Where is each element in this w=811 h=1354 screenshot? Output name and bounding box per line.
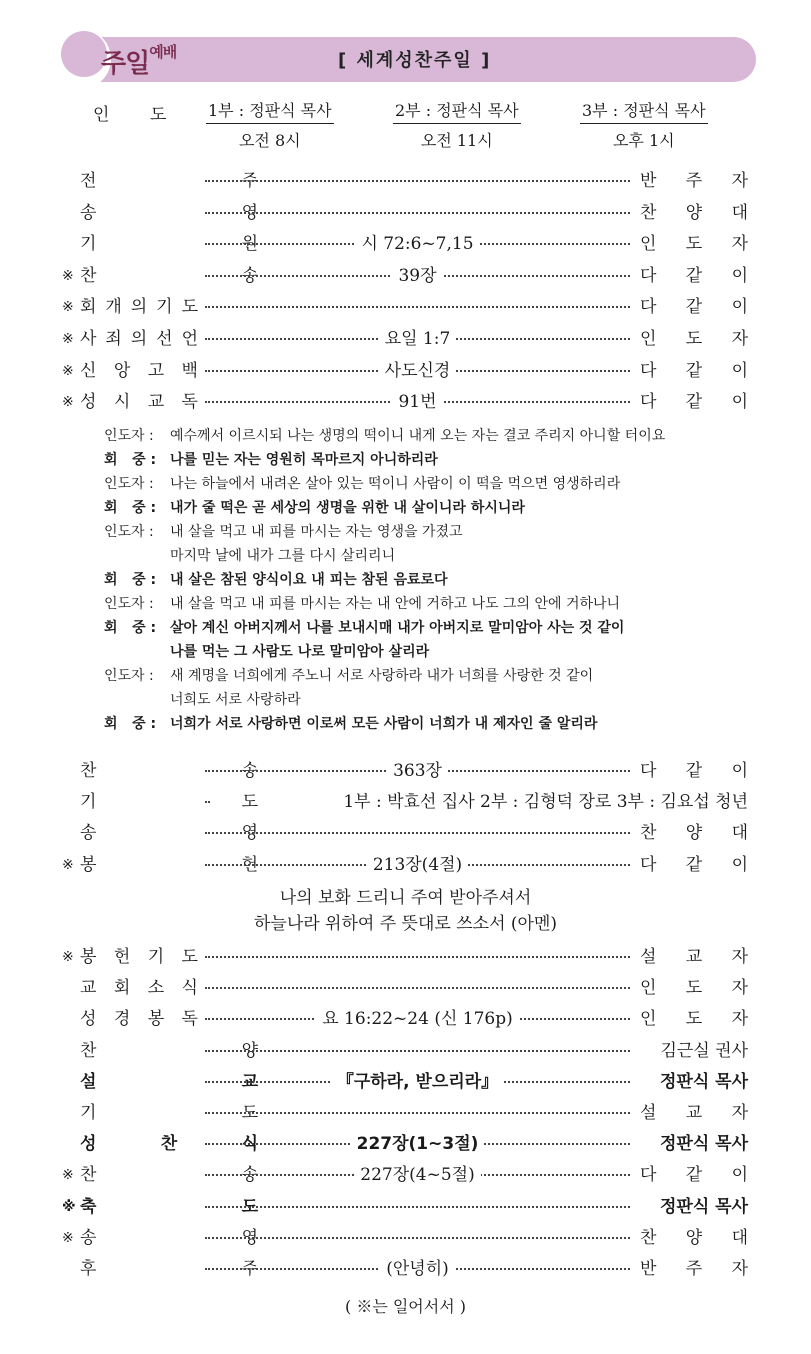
item-label-char: 도 [241,1103,258,1123]
item-label-char: 후 [80,1259,97,1279]
item-label-char: 교 [147,392,165,413]
item-leader-text: 다 [640,297,657,318]
item-leader [640,975,748,1001]
item-label-char: 주 [241,171,258,191]
congregation-line [104,568,744,592]
order-item [62,1131,748,1157]
item-detail-text: (안녕히) [380,1259,455,1279]
item-leader [640,326,748,352]
dotted-leader [205,956,630,958]
speaker-label: 회 중 : [104,572,157,588]
item-label-char: 성 [80,1009,97,1030]
order-item [62,852,748,878]
dotted-leader [205,212,630,214]
item-leader-text: 다 [640,854,657,875]
item-leader-text: 같 [685,854,703,875]
reading-text: 내가 줄 떡은 곧 세상의 생명을 위한 내 살이니라 하시니라 [170,500,525,516]
item-leader-text: 설 [640,1103,657,1123]
congregation-line [104,448,744,472]
item-leader-text: 자 [731,978,748,999]
order-item [62,944,748,970]
order-item [62,758,748,784]
item-label-char: 소 [147,978,165,999]
order-item [62,1256,748,1282]
item-label-char: 헌 [241,854,258,875]
item-detail [205,1256,630,1282]
item-leader-text: 이 [731,265,748,286]
standing-mark: ※ [62,949,74,965]
item-label-char: 신 [80,360,97,381]
item-detail [205,358,630,384]
service-name: 3부 : 정판식 목사 [580,98,708,124]
item-leader [640,200,748,226]
item-leader-text: 대 [731,823,748,844]
speaker-label: 회 중 : [104,620,157,636]
service-time: 오후 1시 [612,131,675,150]
speaker-label: 인도자 : [104,668,154,684]
item-label-char: 경 [113,1009,131,1030]
item-label-char: 헌 [113,947,131,967]
item-leader [640,944,748,970]
item-leader-text: 대 [731,1227,748,1248]
item-label-char: 영 [241,1227,258,1248]
item-leader-text: 이 [731,854,748,875]
congregation-line [104,712,744,736]
item-detail-text: 1부 : 박효선 집사 2부 : 김형덕 장로 3부 : 김요섭 청년 [343,792,748,813]
item-detail-text: 요일 1:7 [379,329,457,349]
leader-line [104,424,744,448]
page-title: [ 세계성찬주일 ] [338,50,492,71]
item-detail [205,1069,630,1095]
order-item [62,389,748,415]
reading-text: 살아 계신 아버지께서 나를 보내시매 내가 아버지로 말미암아 사는 것 같이 [170,620,625,636]
item-label-char: 찬 [80,265,97,286]
item-leader-text: 이 [731,297,748,318]
item-label-char: 양 [241,1040,258,1061]
dotted-leader [205,801,208,803]
item-label-char: 주 [241,1259,258,1279]
order-item [62,1162,748,1188]
item-leader-text: 자 [731,234,748,255]
item-leader [640,1006,748,1032]
offering-hymn [0,885,811,937]
item-leader-text: 같 [685,1165,703,1186]
service-1 [206,98,334,151]
dotted-leader [205,832,630,834]
standing-mark: ※ [62,1167,74,1184]
item-label-char: 기 [80,792,97,813]
service-name: 1부 : 정판식 목사 [206,98,334,124]
item-detail [205,1006,630,1032]
order-item [62,231,748,257]
item-label-char: 찬 [160,1134,178,1155]
dotted-leader [205,1237,630,1239]
item-detail [205,231,630,257]
leader-line [104,472,744,496]
item-label-char: 식 [181,978,198,999]
header-bar [53,37,756,82]
item-leader-text: 다 [640,1165,657,1186]
item-leader-text: 자 [731,1103,748,1123]
item-leader [640,1194,748,1220]
item-label [80,1006,198,1032]
item-label [80,944,198,970]
offering-hymn-line: 하늘나라 위하여 주 뜻대로 쓰소서 (아멘) [253,914,558,934]
item-label [80,326,198,352]
congregation-line [104,616,744,640]
speaker-label: 인도자 : [104,596,154,612]
item-label-char: 성 [80,392,97,413]
item-label-char: 고 [147,360,165,381]
standing-mark: ※ [62,394,74,411]
order-item [62,326,748,352]
item-label-char: 도 [241,1196,258,1217]
item-label-char: 봉 [80,947,97,967]
reading-text: 마지막 날에 내가 그를 다시 살리리니 [170,548,396,564]
logo-big-text: 주일 [101,49,150,79]
item-label-char: 성 [80,1134,97,1155]
standing-mark: ※ [62,331,74,347]
order-item [62,200,748,226]
congregation-line [104,496,744,520]
item-leader-text: 교 [685,1103,703,1123]
order-item [62,1194,748,1220]
item-detail [272,789,748,815]
item-label-char: 찬 [80,1040,97,1061]
item-label-char: 기 [147,947,165,967]
item-label-char: 의 [130,329,148,349]
reading-text: 나를 먹는 그 사람도 나로 말미암아 살리라 [170,644,430,660]
item-label-char: 앙 [113,360,131,381]
reading-text: 내 살을 먹고 내 피를 마시는 자는 영생을 가졌고 [170,524,463,540]
item-leader [640,358,748,384]
item-leader-text: 같 [685,392,703,413]
item-detail [205,1162,630,1188]
order-item [62,975,748,1001]
item-leader-text: 이 [731,761,748,781]
item-leader-text: 대 [731,202,748,223]
standing-mark: ※ [62,299,74,316]
item-leader-text: 자 [731,1009,748,1030]
item-label-char: 백 [181,360,198,381]
item-leader [640,231,748,257]
leader-line [104,520,744,544]
reading-text: 너희가 서로 사랑하면 이로써 모든 사람이 너희가 내 제자인 줄 알리라 [170,716,598,732]
item-leader [640,263,748,289]
order-item [62,358,748,384]
item-leader-text: 반 [640,171,657,191]
item-leader-text: 도 [685,329,703,349]
item-leader [640,1162,748,1188]
item-label-char: 송 [241,761,258,781]
item-leader-text: 인 [640,978,657,999]
item-leader-text: 주 [685,171,703,191]
item-leader [640,389,748,415]
dotted-leader [205,987,630,989]
item-label-char: 송 [80,202,97,223]
item-leader-text: 자 [731,171,748,191]
item-detail-text: 227장(4~5절) [354,1165,480,1185]
item-leader [640,294,748,320]
item-label-char: 교 [80,978,97,999]
reading-text: 새 계명을 너희에게 주노니 서로 사랑하라 내가 너희를 사랑한 것 같이 [170,668,594,684]
item-label-char: 사 [80,329,97,349]
item-leader-text: 인 [640,234,657,255]
leader-line [104,664,744,688]
item-leader-text: 설 [640,947,657,967]
item-detail [205,326,630,352]
speaker-label: 회 중 : [104,716,157,732]
item-label [80,294,198,320]
leader-line [104,544,744,568]
item-detail [205,263,630,289]
dotted-leader [205,306,630,308]
item-leader-text: 정판식 목사 [659,1196,748,1217]
logo-small-text: 예배 [149,43,177,61]
item-label-char: 영 [241,202,258,223]
item-leader-text: 인 [640,329,657,349]
item-detail-text: 213장(4절) [367,855,468,875]
item-label-char: 도 [181,297,198,318]
service-time: 오전 11시 [420,131,493,150]
item-leader [640,168,748,194]
standing-mark: ※ [62,267,74,284]
service-name: 2부 : 정판식 목사 [393,98,521,124]
item-detail [205,758,630,784]
item-leader [640,820,748,846]
item-label [80,975,198,1001]
item-label-char: 시 [113,392,131,413]
reading-text: 예수께서 이르시되 나는 생명의 떡이니 내게 오는 자는 결코 주리지 아니할 터이요 [170,428,666,444]
item-label-char: 교 [241,1071,258,1092]
item-label-char: 기 [156,297,173,318]
item-detail-text: 요 16:22~24 (신 176p) [316,1009,519,1029]
item-leader-text: 같 [685,360,703,381]
item-label-char: 송 [80,1227,97,1248]
item-leader-text: 다 [640,761,657,781]
item-leader-text: 도 [685,978,703,999]
item-label-char: 도 [181,947,198,967]
item-label-char: 찬 [80,761,97,781]
item-leader-text: 다 [640,392,657,413]
standing-mark: ※ [62,1229,74,1246]
order-item [62,1225,748,1251]
item-label [80,789,258,815]
item-leader-text: 찬 [640,823,657,844]
item-detail [205,1131,630,1157]
item-label-char: 봉 [147,1009,165,1030]
order-item [62,820,748,846]
item-leader-text: 인 [640,1009,657,1030]
item-leader [640,1069,748,1095]
leader-label-char: 도 [150,105,167,125]
item-label [80,358,198,384]
order-item [62,789,748,815]
item-leader-text: 다 [640,360,657,381]
item-label-char: 송 [80,823,97,844]
responsive-reading [104,424,744,736]
order-item [62,294,748,320]
order-item [62,1069,748,1095]
speaker-label: 회 중 : [104,452,157,468]
reading-text: 나를 믿는 자는 영원히 목마르지 아니하리라 [170,452,438,468]
reading-text: 내 살을 먹고 내 피를 마시는 자는 내 안에 거하고 나도 그의 안에 거하나니 [170,596,621,612]
item-leader-text: 김근실 권사 [660,1040,748,1061]
item-leader [640,1256,748,1282]
item-detail-text: 363장 [387,761,448,781]
item-leader-text: 정판식 목사 [659,1134,748,1155]
item-leader-text: 도 [685,234,703,255]
speaker-label: 인도자 : [104,476,154,492]
item-label-char: 기 [80,234,97,255]
item-leader-text: 양 [685,202,703,223]
item-label [80,389,198,415]
item-leader [640,1038,748,1064]
logo [101,43,176,80]
item-label-char: 찬 [80,1165,97,1186]
service-time: 오전 8시 [238,131,301,150]
item-leader-text: 같 [685,297,703,318]
item-leader-text: 주 [685,1259,703,1279]
order-item [62,263,748,289]
item-label-char: 회 [80,297,97,318]
leader-line [104,592,744,616]
item-leader [640,758,748,784]
item-leader [640,1131,748,1157]
item-label-char: 독 [181,392,198,413]
item-detail [205,389,630,415]
service-2 [393,98,521,151]
dotted-leader [205,1112,630,1114]
item-leader-text: 자 [731,947,748,967]
service-leaders [0,98,811,158]
item-label-char: 송 [241,265,258,286]
item-leader-text: 양 [685,1227,703,1248]
item-label-char: 개 [105,297,122,318]
item-label-char: 송 [241,1165,258,1186]
item-leader [640,1225,748,1251]
item-leader-text: 다 [640,265,657,286]
item-leader-text: 도 [685,1009,703,1030]
item-leader-text: 같 [685,761,703,781]
order-item [62,1100,748,1126]
item-label-char: 봉 [80,854,97,875]
item-leader-text: 교 [685,947,703,967]
item-label-char: 회 [113,978,131,999]
leader-label-char: 인 [93,105,110,125]
item-leader-text: 반 [640,1259,657,1279]
item-label-char: 기 [80,1103,97,1123]
congregation-line [104,640,744,664]
dotted-leader [205,180,630,182]
item-leader-text: 같 [685,265,703,286]
item-detail-text: 『구하라, 받으리라』 [331,1072,504,1092]
reading-text: 너희도 서로 사랑하라 [170,692,301,708]
order-item [62,168,748,194]
leader-line [104,688,744,712]
item-leader-text: 자 [731,329,748,349]
item-leader-text: 자 [731,1259,748,1279]
speaker-label: 인도자 : [104,524,154,540]
order-item [62,1038,748,1064]
item-label-char: 죄 [105,329,122,349]
item-leader-text: 양 [685,823,703,844]
item-label-char: 도 [241,792,258,813]
standing-mark: ※ [62,1198,76,1215]
item-detail [205,852,630,878]
item-label-char: 독 [181,1009,198,1030]
offering-hymn-line: 나의 보화 드리니 주여 받아주셔서 [279,888,532,908]
standing-note: ( ※는 일어서서 ) [344,1297,467,1316]
item-leader-text: 정판식 목사 [659,1071,748,1092]
standing-mark: ※ [62,856,74,873]
item-label-char: 원 [241,234,258,255]
item-leader-text: 이 [731,360,748,381]
item-leader-text: 이 [731,1165,748,1186]
item-detail-text: 39장 [392,266,442,286]
item-leader-text: 찬 [640,202,657,223]
reading-text: 나는 하늘에서 내려온 살아 있는 떡이니 사람이 이 떡을 먹으면 영생하리라 [170,476,621,492]
item-leader [640,852,748,878]
item-detail-text: 시 72:6~7,15 [355,234,479,254]
item-detail-text: 227장(1~3절) [351,1134,485,1154]
reading-text: 내 살은 참된 양식이요 내 피는 참된 음료로다 [170,572,448,588]
standing-mark: ※ [62,362,74,379]
speaker-label: 인도자 : [104,428,154,444]
service-3 [580,98,708,151]
item-detail-text: 91번 [392,392,442,412]
item-label-char: 설 [80,1071,97,1092]
item-detail-text: 사도신경 [379,361,457,381]
item-label-char: 식 [241,1134,258,1155]
item-leader-text: 이 [731,392,748,413]
speaker-label: 회 중 : [104,500,157,516]
order-item [62,1006,748,1032]
dotted-leader [205,1206,630,1208]
item-label-char: 언 [181,329,198,349]
item-leader [640,1100,748,1126]
item-label-char: 전 [80,171,97,191]
item-label-char: 축 [80,1196,97,1217]
item-label-char: 의 [130,297,148,318]
item-leader-text: 찬 [640,1227,657,1248]
item-label-char: 영 [241,823,258,844]
item-label-char: 선 [156,329,173,349]
dotted-leader [205,1050,630,1052]
